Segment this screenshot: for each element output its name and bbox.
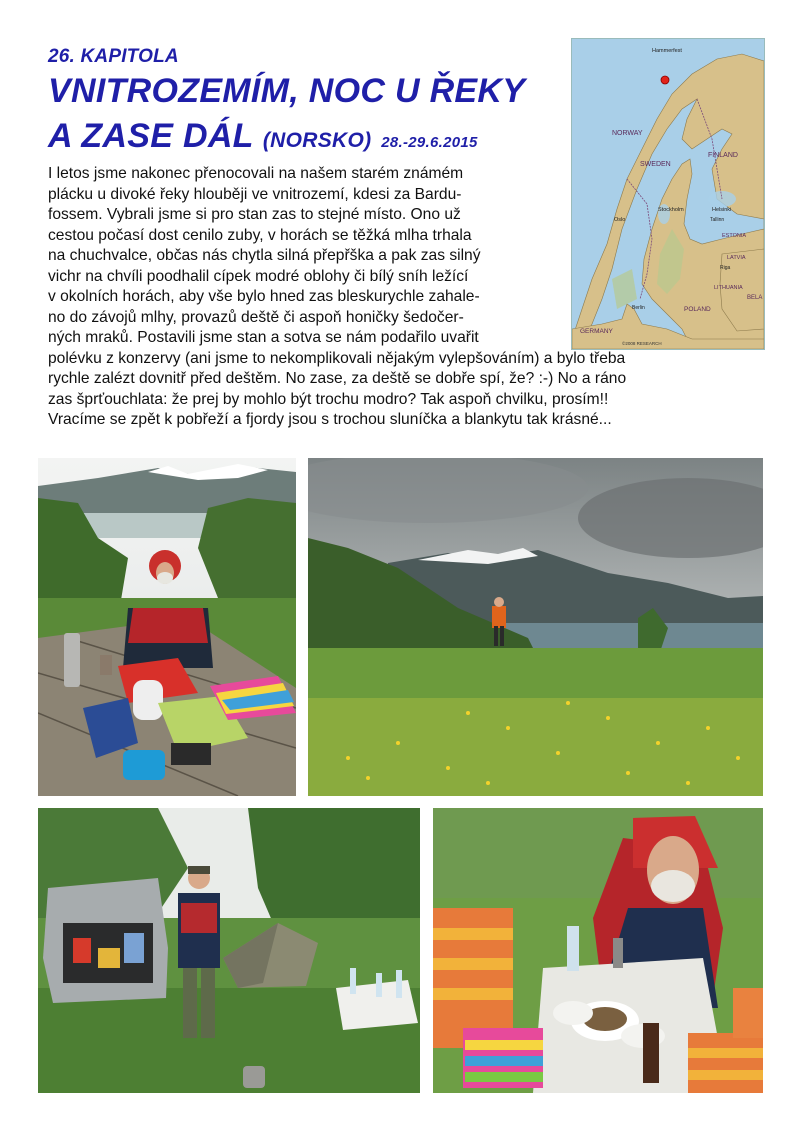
page-title-line2: [48, 117, 478, 156]
map-label-sweden: SWEDEN: [640, 161, 671, 168]
body-line: fossem. Vybrali jsme si pro stan zas to stejné místo. Ono už: [48, 206, 461, 223]
body-line: Vracíme se zpět k pobřeží a fjordy jsou s trochou sluníčka a blankytu tak krásné...: [48, 411, 612, 428]
map-label-estonia: ESTONIA: [722, 233, 747, 239]
title-main: A ZASE DÁL: [48, 117, 254, 155]
map-label-helsinki: Helsinki: [712, 207, 732, 213]
body-line: I letos jsme nakonec přenocovali na našem starém známém: [48, 165, 464, 182]
body-line: no do závojů mlhy, provazů deště či aspoň honičky šedočer-: [48, 308, 464, 326]
body-line: zas šprťouchlata: že prej by mohlo být trochu modro? Tak aspoň chvilku, prosím!!: [48, 390, 609, 408]
map-label-tallinn: Tallinn: [710, 217, 725, 223]
map-label-hammerfest: Hammerfest: [652, 48, 682, 54]
map-copyright: ©2008 RESEARCH: [622, 341, 662, 346]
body-line: rychle zalézt dovnitř před deštěm. No zase, za deště se dobře spí, že? :-) No a ráno: [48, 370, 627, 387]
map-label-oslo: Oslo: [614, 217, 626, 223]
body-line: ných mraků. Postavili jsme stan a sotva se nám podařilo uvařit: [48, 329, 479, 346]
map-label-berlin: Berlin: [632, 305, 645, 311]
map-label-latvia: LATVIA: [727, 255, 746, 261]
photo-car-tent: [38, 808, 420, 1093]
photo-cooking: [433, 808, 763, 1093]
photo-meadow-fjord: [308, 458, 763, 796]
body-line: vichr na chvíli poodhalil cípek modré oblohy či bílý sníh ležící: [48, 267, 469, 285]
map-label-finland: FINLAND: [708, 152, 738, 159]
page-title-line1: VNITROZEMÍM, NOC U ŘEKY: [48, 72, 526, 110]
map-label-bela: BELA: [747, 295, 763, 301]
body-line: v okolních horách, aby vše bylo hned zas bleskurychle zahale-: [48, 288, 480, 305]
photo-picnic-table: [38, 458, 296, 796]
map-label-germany: GERMANY: [580, 328, 613, 335]
map-label-norway: NORWAY: [612, 130, 643, 137]
body-line: polévku z konzervy (ani jsme to nekomplikovali nějakým vylepšováním) a bylo třeba: [48, 349, 626, 367]
map-label-lithuania: LITHUANIA: [714, 285, 743, 291]
map-label-poland: POLAND: [684, 306, 711, 313]
title-country: (NORSKO): [262, 129, 372, 152]
body-line: na chuchvalce, občas nás chytla silná přepřška a pak zas silný: [48, 247, 481, 264]
body-line: plácku u divoké řeky hlouběji ve vnitrozemí, kdesi za Bardu-: [48, 185, 462, 203]
map-label-stockholm: Stockholm: [658, 207, 684, 213]
title-dates: 28.-29.6.2015: [381, 134, 478, 151]
scandinavia-map: [571, 38, 765, 350]
body-line: cestou počasí dost cenilo zuby, v horách se těžká mlha trhala: [48, 226, 472, 244]
chapter-label: 26. KAPITOLA: [48, 46, 179, 67]
map-label-riga: Riga: [720, 265, 731, 271]
